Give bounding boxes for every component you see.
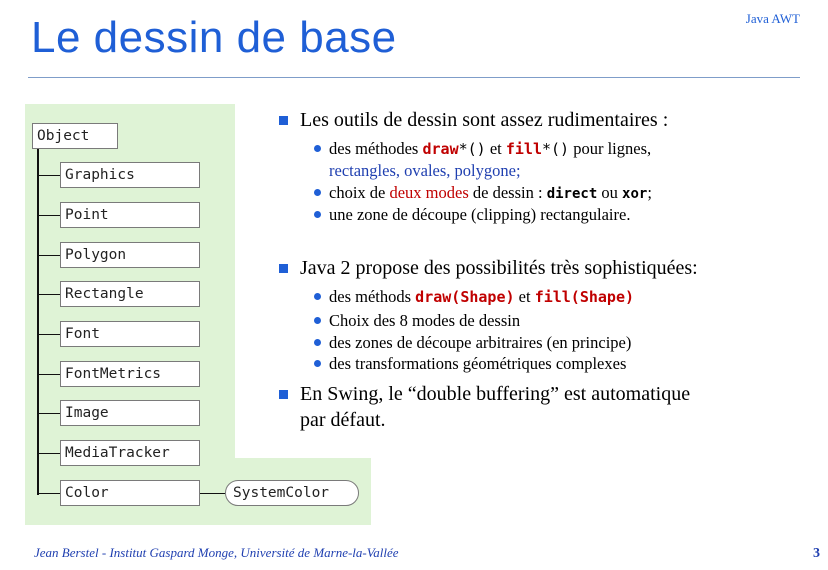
page-title: Le dessin de base	[31, 13, 397, 62]
sub-bullet-text: des transformations géométriques complexes	[329, 354, 627, 373]
bullet-3-text: En Swing, le “double buffering” est automatique	[300, 383, 691, 405]
tree-branch-line	[37, 453, 60, 454]
class-box-object: Object	[32, 123, 118, 149]
sub-bullet-text: Choix des 8 modes de dessin	[329, 311, 521, 330]
tree-branch-line	[37, 493, 60, 494]
round-bullet-icon	[314, 145, 321, 152]
title-divider	[28, 77, 800, 78]
bullet-2-text: Java 2 propose des possibilités très sophistiquées:	[300, 257, 698, 279]
section-tag: Java AWT	[745, 11, 800, 26]
bullet-1-text: Les outils de dessin sont assez rudimentaires :	[300, 109, 669, 131]
square-bullet-icon	[279, 116, 288, 125]
tree-branch-line	[37, 294, 60, 295]
page-number: 3	[813, 546, 820, 561]
class-box-font: Font	[60, 321, 200, 347]
sub-bullet-text: des méthods draw(Shape) et fill(Shape)	[329, 287, 635, 306]
class-box-rectangle: Rectangle	[60, 281, 200, 307]
sub-bullet-text: choix de deux modes de dessin : direct ou xor;	[329, 183, 652, 202]
square-bullet-icon	[279, 390, 288, 399]
tree-branch-line	[37, 374, 60, 375]
tree-branch-line	[37, 413, 60, 414]
square-bullet-icon	[279, 264, 288, 273]
class-box-fontmetrics: FontMetrics	[60, 361, 200, 387]
tree-branch-line	[37, 334, 60, 335]
class-box-image: Image	[60, 400, 200, 426]
footer-credit: Jean Berstel - Institut Gaspard Monge, Université de Marne-la-Vallée	[34, 545, 399, 560]
round-bullet-icon	[314, 211, 321, 218]
round-bullet-icon	[314, 293, 321, 300]
round-bullet-icon	[314, 317, 321, 324]
tree-trunk-line	[37, 148, 39, 495]
tree-branch-line	[37, 215, 60, 216]
class-box-point: Point	[60, 202, 200, 228]
class-box-systemcolor: SystemColor	[225, 480, 359, 506]
round-bullet-icon	[314, 189, 321, 196]
tree-branch-line	[37, 255, 60, 256]
class-box-polygon: Polygon	[60, 242, 200, 268]
tree-branch-line	[37, 175, 60, 176]
class-box-color: Color	[60, 480, 200, 506]
class-box-graphics: Graphics	[60, 162, 200, 188]
round-bullet-icon	[314, 339, 321, 346]
sub-bullet-text: des méthodes draw*() et fill*() pour lignes,	[329, 139, 652, 158]
sub-bullet-text: des zones de découpe arbitraires (en principe)	[329, 333, 632, 352]
sub-bullet-text: une zone de découpe (clipping) rectangulaire.	[329, 205, 631, 224]
round-bullet-icon	[314, 360, 321, 367]
tree-branch-line	[200, 493, 225, 494]
class-box-mediatracker: MediaTracker	[60, 440, 200, 466]
